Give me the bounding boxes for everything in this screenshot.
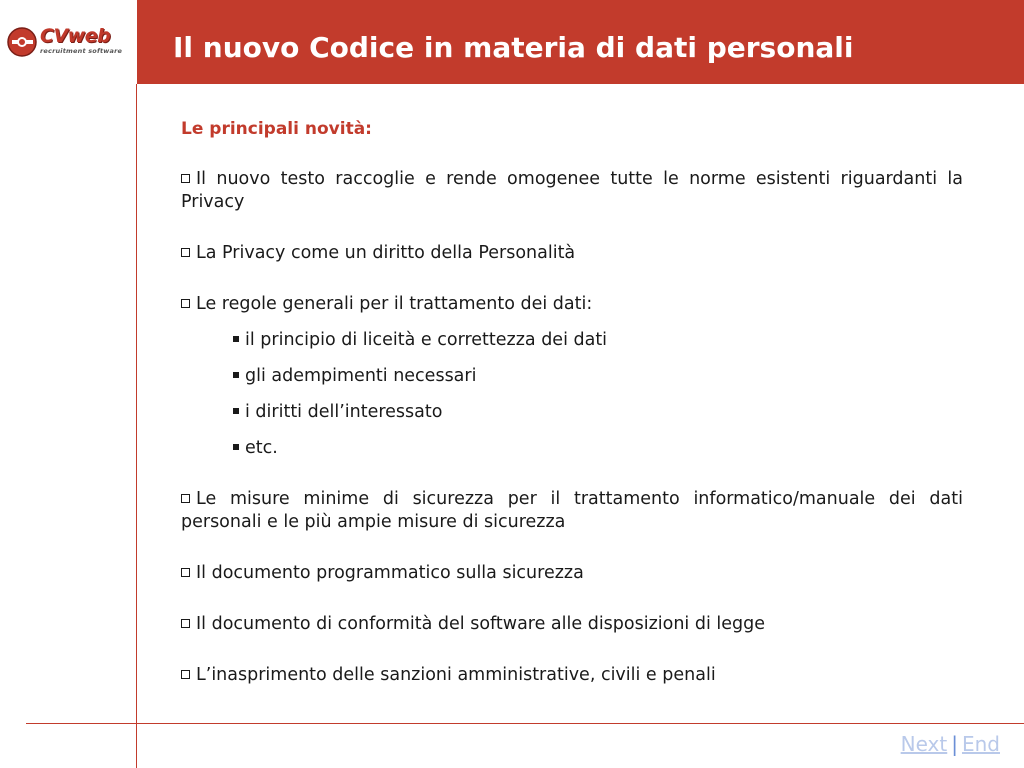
logo-tagline: recruitment software — [40, 47, 123, 55]
bullet-text: Le misure minime di sicurezza per il trattamento informatico/manuale dei dati personali e le più ampie misure di sicurezza — [181, 489, 963, 532]
bullet-item — [181, 613, 963, 636]
sub-item-text: etc. — [245, 438, 278, 458]
next-link[interactable]: Next — [900, 732, 948, 756]
sub-item-text: il principio di liceità e correttezza dei dati — [245, 330, 608, 350]
section-title: Le principali novità: — [181, 119, 372, 139]
bullet-item — [181, 168, 963, 214]
square-bullet-icon — [233, 408, 239, 414]
bullet-item — [181, 664, 963, 687]
nav-separator: | — [951, 732, 958, 756]
slide-content — [181, 118, 963, 715]
square-bullet-icon — [233, 444, 239, 450]
checkbox-bullet-icon — [181, 299, 190, 308]
checkbox-bullet-icon — [181, 494, 190, 503]
square-bullet-icon — [233, 372, 239, 378]
bullet-item — [181, 242, 963, 265]
bullet-text: Il nuovo testo raccoglie e rende omogenee tutte le norme esistenti riguardanti la Privacy — [181, 169, 963, 212]
checkbox-bullet-icon — [181, 568, 190, 577]
horizontal-divider — [26, 723, 1024, 724]
bullet-text: Il documento di conformità del software alle disposizioni di legge — [196, 614, 766, 634]
logo — [0, 0, 136, 84]
checkbox-bullet-icon — [181, 248, 190, 257]
bullet-text: Le regole generali per il trattamento dei dati: — [196, 294, 593, 314]
bullet-item — [181, 488, 963, 534]
slide-navigation — [901, 732, 1000, 756]
sub-list — [233, 329, 963, 460]
sub-item-text: gli adempimenti necessari — [245, 366, 477, 386]
sub-list-item — [233, 401, 963, 424]
cvweb-logo-icon — [6, 26, 38, 58]
bullet-text: Il documento programmatico sulla sicurezza — [196, 563, 584, 583]
checkbox-bullet-icon — [181, 174, 190, 183]
end-link[interactable]: End — [961, 732, 1000, 756]
logo-name: CVweb — [40, 25, 111, 47]
square-bullet-icon — [233, 336, 239, 342]
sub-list-item — [233, 437, 963, 460]
bullet-item — [181, 562, 963, 585]
sub-list-item — [233, 365, 963, 388]
vertical-divider — [136, 84, 137, 768]
bullet-item — [181, 293, 963, 316]
sub-list-item — [233, 329, 963, 352]
checkbox-bullet-icon — [181, 670, 190, 679]
checkbox-bullet-icon — [181, 619, 190, 628]
bullet-text: La Privacy come un diritto della Personalità — [196, 243, 576, 263]
page-title: Il nuovo Codice in materia di dati personali — [173, 31, 854, 64]
bullet-text: L’inasprimento delle sanzioni amministrative, civili e penali — [196, 665, 716, 685]
sub-item-text: i diritti dell’interessato — [245, 402, 443, 422]
header-bar — [137, 0, 1024, 84]
